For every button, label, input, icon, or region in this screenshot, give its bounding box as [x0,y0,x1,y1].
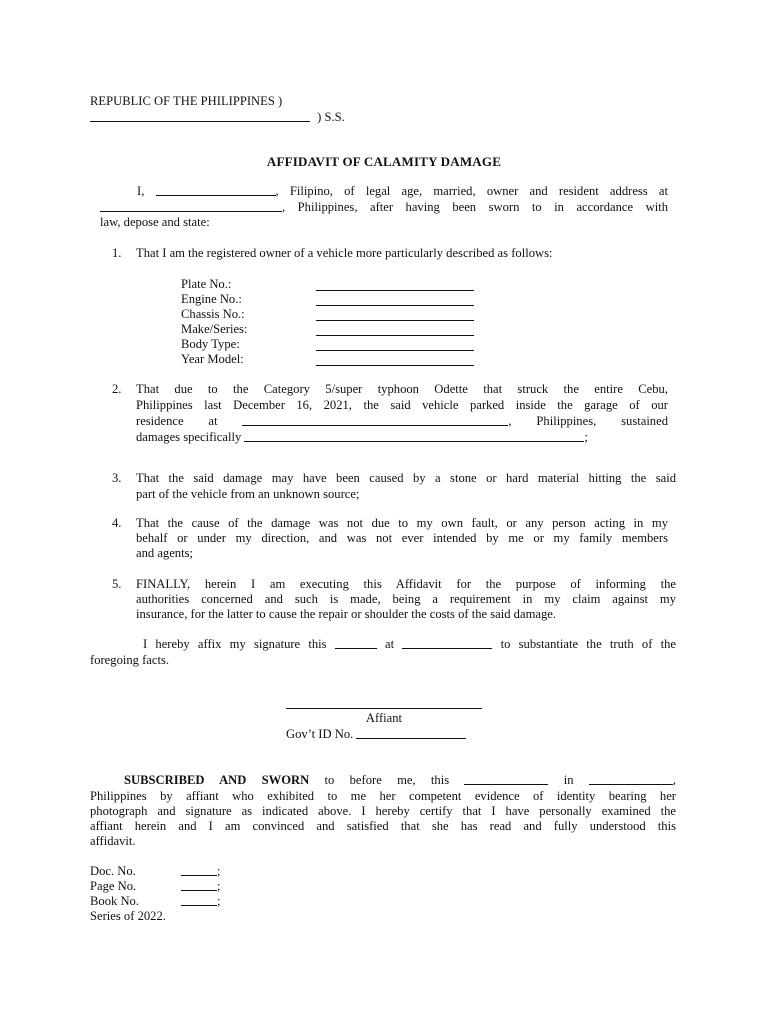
ss-label: ) S.S. [317,110,345,124]
item-2-line-4: damages specifically ; [136,430,588,444]
affiant-signature-line [286,708,482,709]
field-chassis-no: Chassis No.: [181,307,481,322]
item-5-line-1: FINALLY, herein I am executing this Affidavit for the purpose of informing the [136,577,676,591]
doc-no-blank: ; [181,864,221,879]
item-3-line-2: part of the vehicle from an unknown source; [136,487,360,501]
item-2-line-3: residence at , Philippines, sustained [136,414,668,428]
jurat-date-blank [464,783,548,785]
republic-line: REPUBLIC OF THE PHILIPPINES ) [90,94,283,108]
item-5-line-3: insurance, for the latter to cause the repair or shoulder the costs of the said damage. [136,607,556,621]
jurat-line-1: SUBSCRIBED AND SWORN to before me, this in , [124,773,676,787]
intro-line-3: law, depose and state: [100,215,210,229]
jurat-place-blank [589,783,673,785]
field-year-model: Year Model: [181,352,481,367]
signature-line-2: foregoing facts. [90,653,170,667]
venue-line [90,110,345,125]
item-5-line-2: authorities concerned and such is made, being a requirement in my claim against my [136,592,676,606]
book-no-label: Book No. [90,894,139,908]
jurat-line-4: affiant herein and I am convinced and satisfied that she has read and fully understood this [90,819,676,833]
damages-blank [244,440,584,442]
item-4-number: 4. [112,516,122,530]
item-2-number: 2. [112,382,122,396]
intro-line-2: , Philippines, after having been sworn to in accordance with [100,200,668,215]
intro-line-1: I, , Filipino, of legal age, married, owner and resident address at [137,184,668,198]
item-2-line-1: That due to the Category 5/super typhoon Odette that struck the entire Cebu, [136,382,668,396]
field-plate-no: Plate No.: [181,277,481,292]
doc-no-label: Doc. No. [90,864,136,878]
gov-id-blank [356,737,466,739]
name-blank [156,194,276,196]
jurat-line-2: Philippines by affiant who exhibited to me her competent evidence of identity bearing her [90,789,676,803]
item-4-line-1: That the cause of the damage was not due to my own fault, or any person acting in my [136,516,668,530]
item-1-number: 1. [112,246,122,260]
venue-blank [90,120,310,122]
book-no-blank: ; [181,894,221,909]
item-1-text: That I am the registered owner of a vehicle more particularly described as follows: [136,246,553,260]
series-label: Series of 2022. [90,909,166,923]
item-4-line-3: and agents; [136,546,194,560]
gov-id-line: Gov’t ID No. [286,727,466,742]
date-blank [335,647,377,649]
item-3-number: 3. [112,471,122,485]
field-make-series: Make/Series: [181,322,481,337]
field-body-type: Body Type: [181,337,481,352]
document-title: AFFIDAVIT OF CALAMITY DAMAGE [266,154,502,169]
page-no-label: Page No. [90,879,137,893]
jurat-line-5: affidavit. [90,834,136,848]
place-blank [402,647,492,649]
signature-line-1: I hereby affix my signature this at to substantiate the truth of the [143,637,677,651]
item-4-line-2: behalf or under my direction, and was not ever intended by me or my family members [136,531,668,545]
field-engine-no: Engine No.: [181,292,481,307]
item-5-number: 5. [112,577,122,591]
item-2-line-2: Philippines last December 16, 2021, the said vehicle parked inside the garage of our [136,398,668,412]
item-3-line-1: That the said damage may have been caused by a stone or hard material hitting the said [136,471,676,485]
affiant-label: Affiant [365,711,403,725]
residence-blank [242,424,508,426]
page-no-blank: ; [181,879,221,894]
address-blank [100,210,282,212]
jurat-line-3: photograph and signature as indicated above. I hereby certify that I have personally examined the [90,804,676,818]
